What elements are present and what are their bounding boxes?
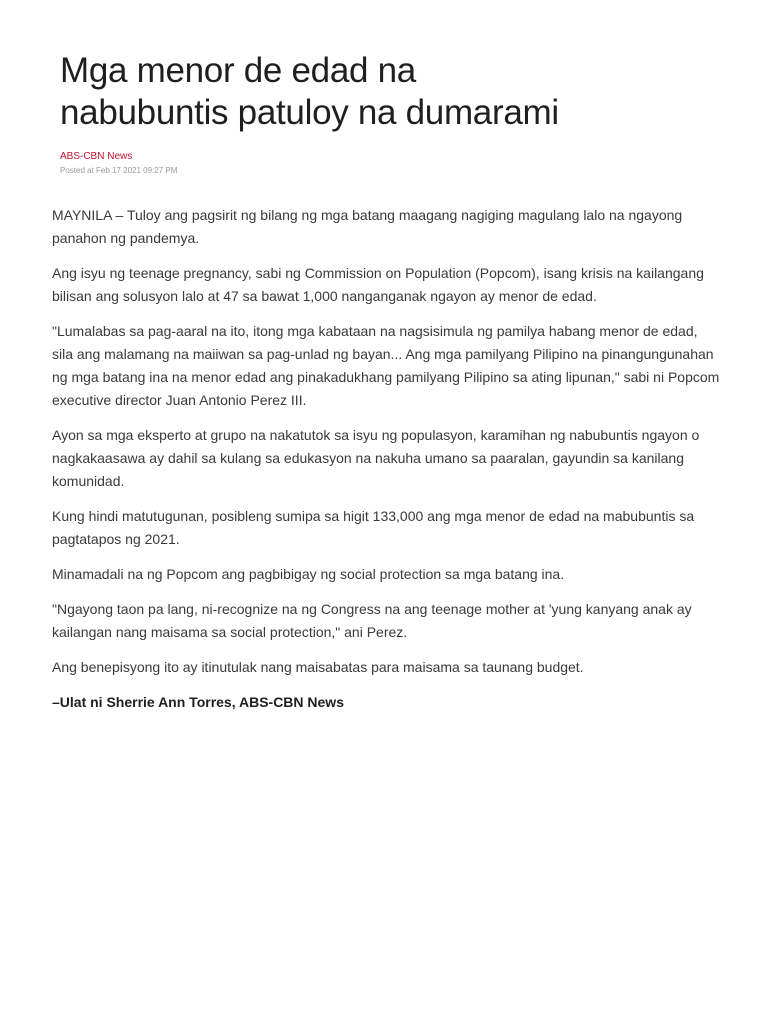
paragraph: Ayon sa mga eksperto at grupo na nakatutok sa isyu ng populasyon, karamihan ng nabubuntis ngayon o nagkakaasawa ay dahil sa kulang sa edukasyon na nakuha umano sa paaralan, gayundin sa kanilang komunidad. bbox=[52, 427, 700, 489]
paragraph: Ang isyu ng teenage pregnancy, sabi ng Commission on Population (Popcom), isang krisis na kailangang bilisan ang solusyon lalo at 47 sa bawat 1,000 nanganganak ngayon ay menor de edad. bbox=[52, 265, 704, 304]
paragraph: "Lumalabas sa pag-aaral na ito, itong mga kabataan na nagsisimula ng pamilya habang menor de edad, sila ang malamang na maiiwan sa pag-unlad ng bayan... Ang mga pamilyang Pilipino na pinangungunahan ng mga batang ina na menor edad ang pinakadukhang pamilyang Pilipino sa ating lipunan," sabi ni Popcom executive director Juan Antonio Perez III. bbox=[52, 323, 720, 408]
posted-timestamp: Posted at Feb 17 2021 09:27 PM bbox=[60, 166, 178, 175]
paragraph: MAYNILA – Tuloy ang pagsirit ng bilang ng mga batang maagang nagiging magulang lalo na ngayong panahon ng pandemya. bbox=[52, 207, 683, 246]
paragraph: Minamadali na ng Popcom ang pagbibigay ng social protection sa mga batang ina. bbox=[52, 566, 565, 582]
headline-line-2: nabubuntis patuloy na dumarami bbox=[60, 93, 559, 132]
news-source-link[interactable]: ABS-CBN News bbox=[60, 151, 133, 162]
article bbox=[52, 50, 720, 714]
headline-line-1: Mga menor de edad na bbox=[60, 51, 416, 90]
byline: –Ulat ni Sherrie Ann Torres, ABS-CBN News bbox=[52, 694, 344, 710]
article-body bbox=[52, 204, 720, 714]
headline bbox=[60, 50, 720, 134]
paragraph: "Ngayong taon pa lang, ni-recognize na ng Congress na ang teenage mother at 'yung kanyang anak ay kailangan nang maisama sa social protection," ani Perez. bbox=[52, 601, 692, 640]
article-meta bbox=[60, 150, 720, 177]
paragraph: Ang benepisyong ito ay itinutulak nang maisabatas para maisama sa taunang budget. bbox=[52, 659, 584, 675]
paragraph: Kung hindi matutugunan, posibleng sumipa sa higit 133,000 ang mga menor de edad na mabubuntis sa pagtatapos ng 2021. bbox=[52, 508, 695, 547]
